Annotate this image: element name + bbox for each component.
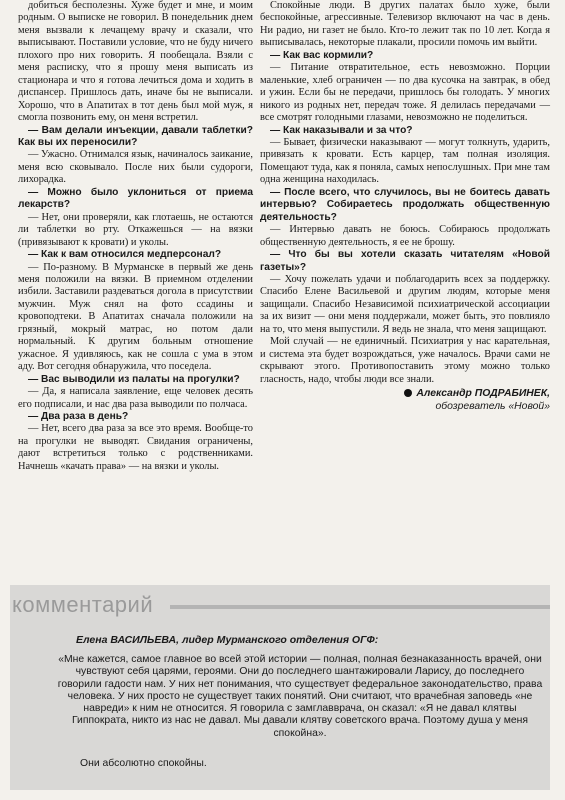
answer-paragraph: — Да, я написала заявление, еще человек десять его подписали, и нас два раза выводили по полчаса. <box>18 386 253 410</box>
article-right-column <box>260 0 550 413</box>
answer-paragraph: добиться бесполезны. Хуже будет и мне, и моим родным. О выписке не говорил. В понедельник днем меня вызвали к лечащему врачу и сказали, что выписывают. Поставили условие, что не буду ничего плохого про них говорить. Я пообещала. Взяли с меня расписку, что я прошу меня выписать из стационара и что я готова лечиться дома и ходить в диспансер. Пришлось дать, иначе бы не выписали. Хорошо, что в Апатитах в тот день был мой муж, я смогла позвонить ему, он меня встретил. <box>18 0 253 124</box>
answer-paragraph: — Интервью давать не боюсь. Собираюсь продолжать общественную деятельность, я ее не брошу. <box>260 224 550 248</box>
answer-paragraph: — Хочу пожелать удачи и поблагодарить всех за поддержку. Спасибо Елене Васильевой и другим людям, которые меня защищали. Спасибо Независимой психиатрической ассоциации за их визит — они меня поддержали, может быть, это повлияло на то, что меня выпустили. Я ведь не знала, что меня защищают. <box>260 273 550 335</box>
signature-role: обозреватель «Новой» <box>435 400 550 412</box>
answer-paragraph: — Нет, они проверяли, как глотаешь, не остаются ли таблетки во рту. Откажешься — на вязки (привязывают к кровати) и уколы. <box>18 211 253 248</box>
answer-paragraph: — Питание отвратительное, есть невозможно. Порции маленькие, хлеб ограничен — по два кусочка на завтрак, в обед и ужин. Если бы не передачи, пришлось бы голодать. У многих никого из родных нет, передач тоже. Я делилась передачами — все смотрят голодными глазами, невозможно не поделиться. <box>260 62 550 124</box>
comment-divider <box>170 605 550 609</box>
answer-paragraph: — По-разному. В Мурманске в первый же день меня положили на вязки. В приемном отделении избили. Заставили раздеваться догола в присутствии мужчин. Муж снял на фото ссадины и кровоподтеки. В Апатитах сначала положили на грязный, мокрый матрас, но потом дали нормальный. К другим больным отношение ужасное. Я удивляюсь, как не сошла с ума в этом аду. Вот сегодня обнаружила, что поседела. <box>18 261 253 373</box>
comment-tail: Они абсолютно спокойны. <box>80 758 207 769</box>
answer-paragraph: Мой случай — не единичный. Психиатрия у нас карательная, и система эта будет возрождаться, уже началось. Врачи сами не скрывают этого. Противопоставить этому можно только гласность, надо, чтобы люди все знали. <box>260 336 550 385</box>
question-paragraph: — Можно было уклониться от приема лекарств? <box>18 186 253 211</box>
question-paragraph: — Вас выводили из палаты на прогулки? <box>28 373 240 385</box>
question-paragraph: — Вам делали инъекции, давали таблетки? Как вы их переносили? <box>18 124 253 148</box>
question-paragraph: — После всего, что случилось, вы не боитесь давать интервью? Собираетесь продолжать общественную деятельность? <box>260 186 550 223</box>
question-paragraph: — Как к вам относился медперсонал? <box>28 249 222 261</box>
question-paragraph: — Как наказывали и за что? <box>270 124 413 136</box>
answer-paragraph: — Бывает, физически наказывают — могут толкнуть, ударить, привязать к кровати. Есть карцер, там полная изоляция. Помещают туда, как я поняла, самых непослушных. При мне там одна женщина находилась. <box>260 136 550 186</box>
bullet-icon <box>404 389 412 397</box>
answer-paragraph: — Нет, всего два раза за все это время. Вообще-то на прогулки не выводят. Свидания ограничены, дают встретиться только с родственниками. Начнешь «качать права» — на вязки и уколы. <box>18 423 253 472</box>
article-left-column <box>18 0 253 473</box>
question-paragraph: — Два раза в день? <box>28 410 129 422</box>
signature-name: Александр ПОДРАБИНЕК, <box>416 388 550 400</box>
answer-paragraph: Спокойные люди. В других палатах было хуже, были беспокойные, агрессивные. Телевизор включают на час в день. Ни радио, ни газет не было. Кто-то лежит так по 10 лет. Когда я выписывалась, некоторые плакали, просили помочь им выйти. <box>260 0 550 49</box>
comment-author: Елена ВАСИЛЬЕВА, лидер Мурманского отделения ОГФ: <box>76 634 379 646</box>
question-paragraph: — Как вас кормили? <box>270 49 374 61</box>
comment-header: комментарий <box>12 592 154 617</box>
signature <box>260 388 550 413</box>
comment-quote: «Мне кажется, самое главное во всей этой истории — полная, полная безнаказанность врачей, они чувствуют себя царями, героями. Они до последнего шантажировали Ларису, до последнего говорили гадости нам. У них нет понимания, что существует федеральное законодательство, права человека. У них просто не существует таких понятий. Они считают, что врачебная заповедь «не навреди» к ним не относится. Я говорила с замглавврача, он сказал: «Я не давал клятвы Гиппократа, никто из нас не давал. Мы давали клятву советского врача. Поэтому душа у меня спокойна». <box>57 654 543 739</box>
question-paragraph: — Что бы вы хотели сказать читателям «Новой газеты»? <box>260 249 550 273</box>
answer-paragraph: — Ужасно. Отнимался язык, начиналось заикание, меня всю сковывало. После них были судороги, лихорадка. <box>18 149 253 186</box>
comment-body <box>56 654 544 740</box>
